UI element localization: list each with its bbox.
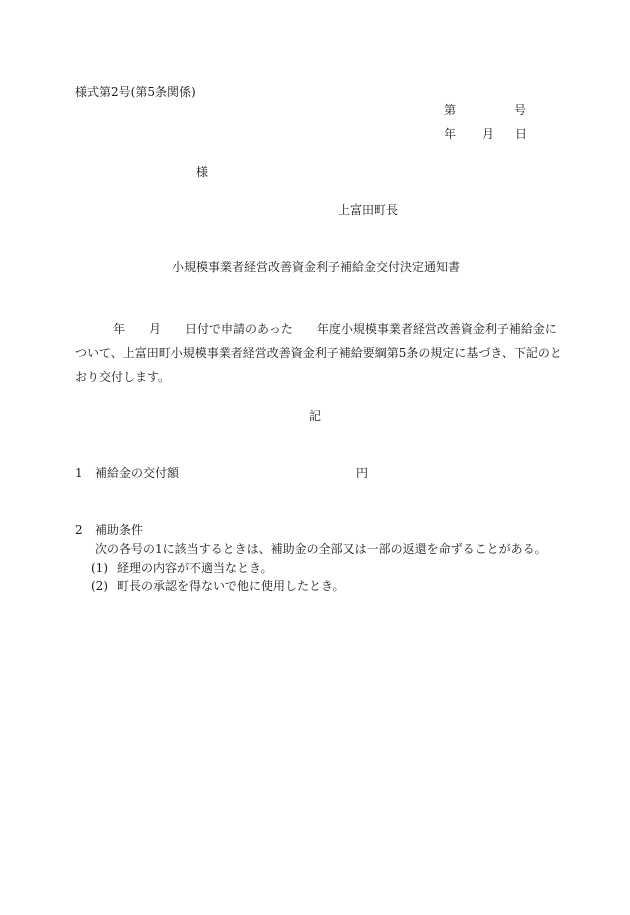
notice-body-line-1: [75, 317, 557, 341]
item-2-number: 2: [75, 523, 83, 537]
notice-body-line-3: おり交付します。: [75, 370, 171, 384]
condition-1-text: 経理の内容が不適当なとき。: [117, 561, 273, 575]
condition-1-number: (1): [91, 561, 108, 575]
body-fiscal-subject: 年度小規模事業者経営改善資金利子補給金に: [316, 322, 557, 336]
body-year: 年: [113, 322, 126, 336]
document-title: 小規模事業者経営改善資金利子補給金交付決定通知書: [172, 260, 461, 274]
issue-date-day: 日: [515, 127, 528, 141]
issuer-name: 上富田町長: [338, 203, 399, 217]
notice-body-line-2: ついて、上富田町小規模事業者経営改善資金利子補給要綱第5条の規定に基づき、下記のと: [75, 346, 562, 360]
issue-date-year: 年: [444, 127, 457, 141]
condition-2-text: 町長の承認を得ないで他に使用したとき。: [117, 579, 345, 593]
notice-body: [75, 317, 562, 389]
item-2-body: 次の各号の1に該当するときは、補助金の全部又は一部の返還を命ずることがある。: [95, 542, 547, 556]
item-1-label: 補給金の交付額: [95, 466, 180, 480]
item-1-unit: 円: [356, 466, 369, 480]
issue-date-month: 月: [482, 127, 495, 141]
body-request-date: 日付で申請のあった: [185, 322, 293, 336]
item-1-number: 1: [75, 466, 83, 480]
record-heading: 記: [309, 409, 322, 423]
reference-number-suffix: 号: [514, 103, 527, 117]
body-month: 月: [149, 322, 162, 336]
condition-2-number: (2): [91, 579, 108, 593]
reference-number-prefix: 第: [444, 103, 457, 117]
addressee-honorific: 様: [196, 165, 209, 179]
item-2-label: 補助条件: [95, 523, 144, 537]
form-number-label: 様式第2号(第5条関係): [75, 85, 196, 99]
